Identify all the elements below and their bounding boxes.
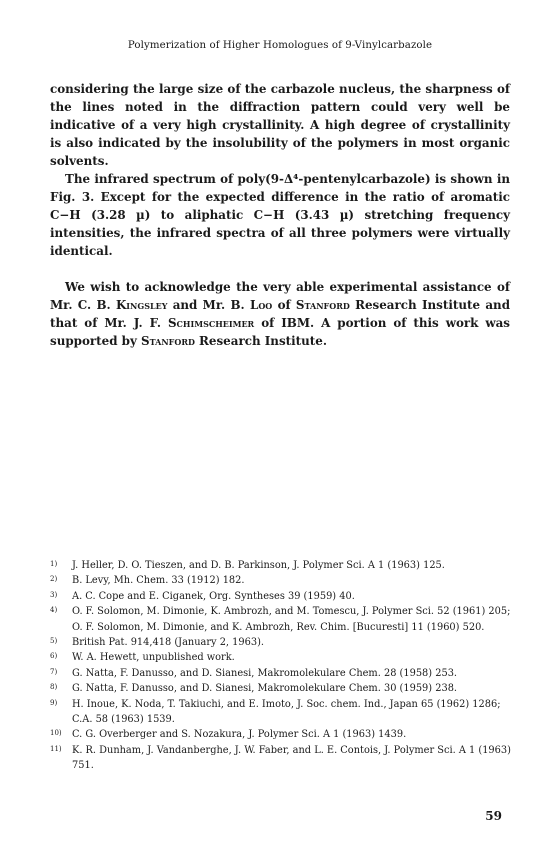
reference-number: 7) — [50, 667, 58, 676]
ack-text-6: Research Institute. — [194, 334, 327, 348]
ack-text-1: We wish to acknowledge the very able experimental assistance of Mr. C. B. — [50, 280, 510, 312]
acknowledgement-paragraph — [50, 278, 510, 350]
reference-text: W. A. Hewett, unpublished work. — [72, 652, 235, 664]
reference-text: A. C. Cope and E. Ciganek, Org. Syntheses 39 (1959) 40. — [72, 590, 355, 602]
reference-number: 6) — [50, 652, 58, 661]
ack-name-loo: Loo — [249, 298, 273, 312]
reference-text: British Pat. 914,418 (January 2, 1963). — [72, 637, 265, 649]
reference-number: 2) — [50, 575, 58, 584]
reference-number: 5) — [50, 637, 58, 646]
ack-text-4: Research Institute and that of Mr. J. F. — [50, 298, 511, 330]
reference-item — [50, 681, 512, 696]
reference-number: 3) — [50, 590, 58, 599]
reference-number: 4) — [50, 606, 58, 615]
reference-number: 1) — [50, 560, 58, 568]
ack-org-stanford-2: Stanford — [141, 334, 195, 348]
reference-text: K. R. Dunham, J. Vandanberghe, J. W. Faber, and L. E. Contois, J. Polymer Sci. A 1 (1963) 751. — [72, 744, 511, 772]
page-number: 59 — [485, 809, 502, 823]
reference-item — [50, 727, 512, 742]
ack-text-3: of — [272, 298, 296, 312]
reference-text: J. Heller, D. O. Tieszen, and D. B. Parkinson, J. Polymer Sci. A 1 (1963) 125. — [72, 560, 445, 571]
reference-text: G. Natta, F. Danusso, and D. Sianesi, Makromolekulare Chem. 28 (1958) 253. — [72, 667, 458, 679]
reference-number: 8) — [50, 683, 58, 692]
reference-item — [50, 573, 512, 588]
reference-number: 9) — [50, 698, 58, 707]
reference-item — [50, 635, 512, 650]
reference-item — [50, 666, 512, 681]
reference-text: H. Inoue, K. Noda, T. Takiuchi, and E. Imoto, J. Soc. chem. Ind., Japan 65 (1962) 1286; C.A. 58 (1963) 1539. — [72, 698, 501, 726]
reference-text: B. Levy, Mh. Chem. 33 (1912) 182. — [72, 575, 245, 587]
running-head: Polymerization of Higher Homologues of 9-Vinylcarbazole — [127, 40, 433, 51]
body-text — [50, 80, 510, 350]
paragraph-crystallinity: considering the large size of the carbazole nucleus, the sharpness of the lines noted in the diffraction pattern could very well be indicative of a very high crystallinity. A high degree of crystallinity is also indicated by the insolubility of the polymers in most organic solvents. — [50, 82, 510, 168]
ack-name-schimscheimer: Schimscheimer — [167, 316, 255, 330]
reference-text: O. F. Solomon, M. Dimonie, K. Ambrozh, and M. Tomescu, J. Polymer Sci. 52 (1961) 205; O. F. Solomon, M. Dimonie, and K. Ambrozh, Rev. Chim. [Bucuresti] 11 (1960) 520. — [72, 606, 511, 633]
reference-item — [50, 589, 512, 604]
reference-number: 11) — [50, 744, 62, 753]
ack-org-stanford-1: Stanford — [295, 298, 350, 312]
reference-item — [50, 650, 512, 665]
reference-item — [50, 697, 512, 728]
reference-item — [50, 558, 512, 573]
ack-text-2: and Mr. B. — [167, 298, 250, 312]
reference-item — [50, 604, 512, 635]
reference-item — [50, 743, 512, 774]
references-list — [50, 558, 512, 774]
ack-name-kingsley: Kingsley — [115, 298, 168, 312]
reference-text: C. G. Overberger and S. Nozakura, J. Polymer Sci. A 1 (1963) 1439. — [72, 729, 407, 741]
reference-number: 10) — [50, 729, 62, 738]
ack-text-5: of IBM. A portion of this work was supported by — [50, 316, 510, 348]
paragraph-infrared: The infrared spectrum of poly(9-Δ⁴-pentenylcarbazole) is shown in Fig. 3. Except for the expected difference in the ratio of aromatic C−H (3.28 µ) to aliphatic C−H (3.43 µ) stretching frequency intensities, the infrared spectra of all three polymers were virtually identical. — [50, 172, 510, 258]
reference-text: G. Natta, F. Danusso, and D. Sianesi, Makromolekulare Chem. 30 (1959) 238. — [72, 683, 458, 695]
